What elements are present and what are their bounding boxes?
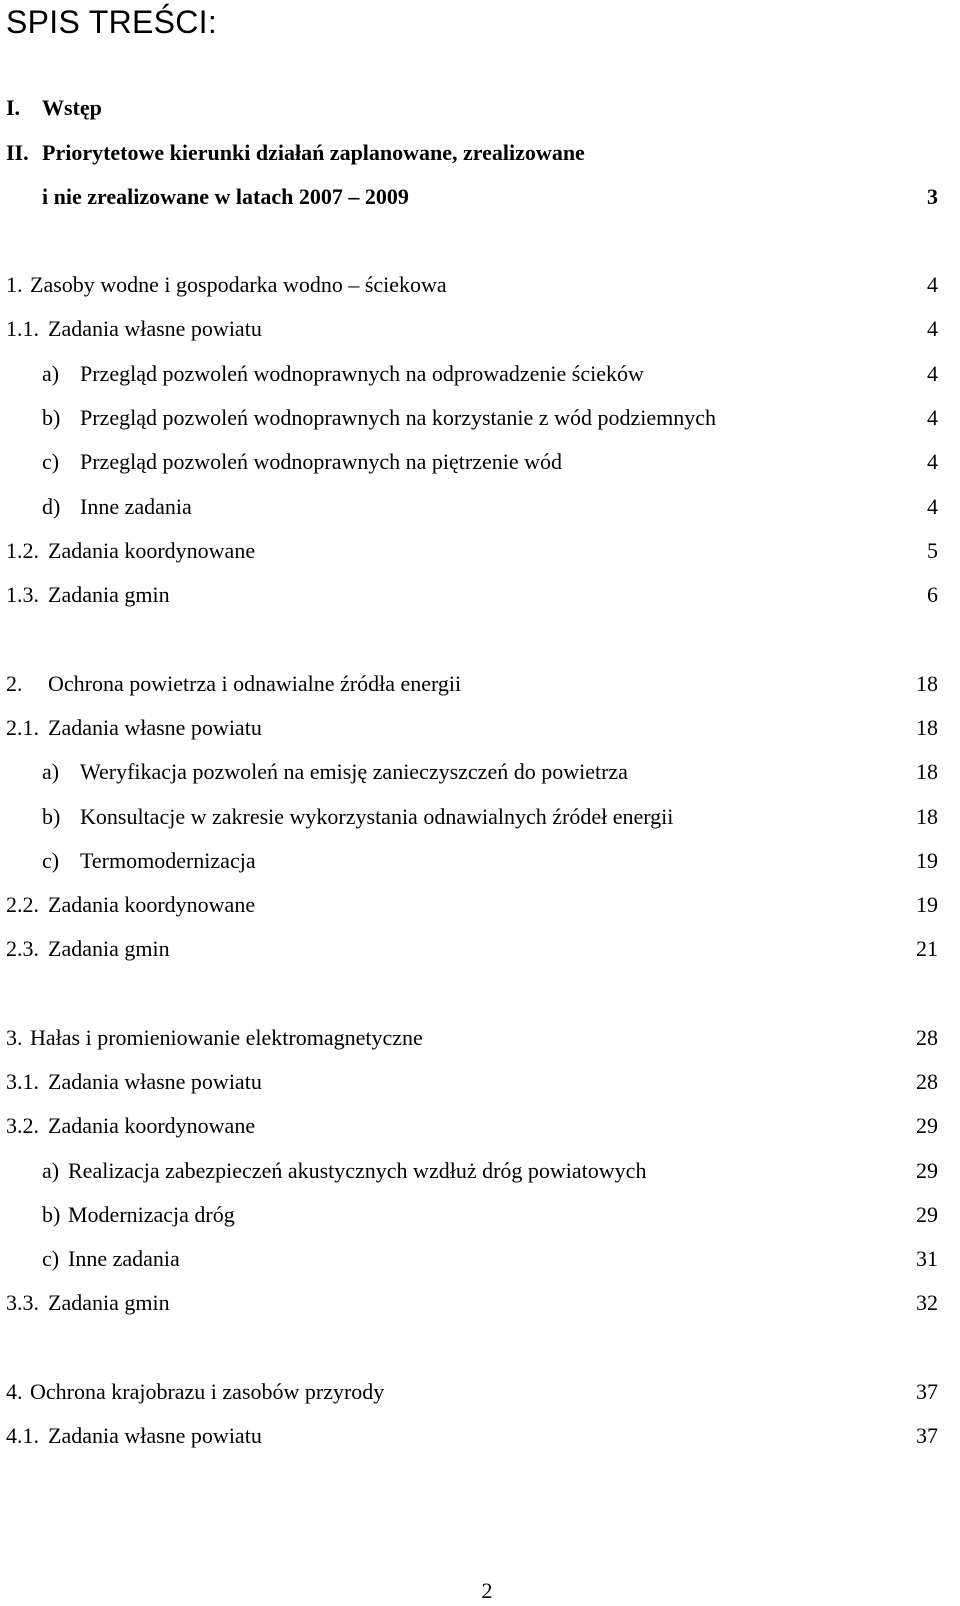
- toc-entry: [0, 713, 960, 743]
- toc-entry-number: I.: [6, 95, 21, 120]
- toc-entry-page: 32: [916, 1290, 938, 1315]
- toc-entry-number: 3.1.: [6, 1069, 39, 1094]
- toc-entry-number: a): [42, 361, 60, 386]
- toc-entry-title: Konsultacje w zakresie wykorzystania odnawialnych źródeł energii: [80, 804, 674, 829]
- toc-entry-title: Hałas i promieniowanie elektromagnetyczne: [30, 1025, 423, 1050]
- toc-entry-number: b): [42, 1202, 61, 1227]
- toc-entry-page: 4: [927, 449, 938, 474]
- toc-entry: [0, 492, 960, 522]
- toc-entry-number: 2.3.: [6, 936, 39, 961]
- toc-entry-page: 31: [916, 1246, 938, 1271]
- toc-entry: [0, 536, 960, 566]
- toc-entry-number: 4.1.: [6, 1423, 39, 1448]
- toc-entry-page: 19: [916, 848, 938, 873]
- toc-entry-number: c): [42, 449, 60, 474]
- toc-entry-number: a): [42, 1158, 60, 1183]
- toc-entry-number: c): [42, 848, 60, 873]
- toc-entry-title: Zadania własne powiatu: [48, 1423, 262, 1448]
- toc-entry-page: 28: [916, 1025, 938, 1050]
- toc-entry-title: Wstęp: [42, 95, 102, 120]
- toc-entry-number: 2.: [6, 671, 23, 696]
- toc-entry: [0, 1377, 960, 1407]
- toc-entry-number: b): [42, 804, 61, 829]
- toc-entry-number: 1.: [6, 272, 23, 297]
- toc-entry: [0, 580, 960, 610]
- toc-entry: [0, 447, 960, 477]
- toc-entry: [0, 669, 960, 699]
- toc-entry-page: 4: [927, 405, 938, 430]
- toc-entry-title: i nie zrealizowane w latach 2007 – 2009: [42, 184, 409, 209]
- toc-entry-title: Zadania własne powiatu: [48, 316, 262, 341]
- toc-entry: [0, 846, 960, 876]
- toc-entry-title: Przegląd pozwoleń wodnoprawnych na korzystanie z wód podziemnych: [80, 405, 716, 430]
- toc-entry: [0, 1023, 960, 1053]
- toc-entry-page: 4: [927, 361, 938, 386]
- toc-entry-number: b): [42, 405, 61, 430]
- toc-entry-title: Zadania własne powiatu: [48, 715, 262, 740]
- toc-entry-page: 18: [916, 804, 938, 829]
- toc-entry-title: Zadania gmin: [48, 936, 170, 961]
- toc-entry-page: 4: [927, 316, 938, 341]
- toc-entry-page: 28: [916, 1069, 938, 1094]
- toc-entry-page: 18: [916, 715, 938, 740]
- toc-entry: [0, 890, 960, 920]
- toc-entry-title: Ochrona powietrza i odnawialne źródła energii: [48, 671, 462, 696]
- toc-entry-title: Zadania koordynowane: [48, 1113, 256, 1138]
- toc-entry-title: Inne zadania: [80, 494, 192, 519]
- toc-entry: [0, 270, 960, 300]
- toc-entry-number: 4.: [6, 1379, 23, 1404]
- toc-entry-title: Termomodernizacja: [80, 848, 256, 873]
- toc-entry-number: 3.2.: [6, 1113, 39, 1138]
- toc-entry-page: 5: [927, 538, 938, 563]
- toc-entry-title: Inne zadania: [68, 1246, 180, 1271]
- toc-entry: [0, 138, 960, 168]
- toc-entry-title: Zadania gmin: [48, 1290, 170, 1315]
- toc-entry-page: 21: [916, 936, 938, 961]
- toc-entry-number: c): [42, 1246, 60, 1271]
- toc-entry-title: Ochrona krajobrazu i zasobów przyrody: [30, 1379, 385, 1404]
- toc-entry: [0, 802, 960, 832]
- toc-entry-number: a): [42, 759, 60, 784]
- toc-entry: [0, 757, 960, 787]
- toc-entry-title: Zasoby wodne i gospodarka wodno – ściekowa: [30, 272, 447, 297]
- toc-entry: [0, 93, 960, 123]
- toc-entry-number: 1.2.: [6, 538, 39, 563]
- toc-entry-page: 37: [916, 1379, 938, 1404]
- page-title: SPIS TREŚCI:: [6, 4, 218, 40]
- toc-entry-page: 4: [927, 272, 938, 297]
- toc-entry-title: Priorytetowe kierunki działań zaplanowane, zrealizowane: [42, 140, 585, 165]
- toc-entry-title: Zadania koordynowane: [48, 538, 256, 563]
- toc-entry: [0, 403, 960, 433]
- toc-entry: [0, 1111, 960, 1141]
- toc-entry-title: Przegląd pozwoleń wodnoprawnych na piętrzenie wód: [80, 449, 563, 474]
- toc-entry-number: 2.2.: [6, 892, 39, 917]
- toc-entry-number: 3.3.: [6, 1290, 39, 1315]
- toc-entry-page: 4: [927, 494, 938, 519]
- toc-entry-number: d): [42, 494, 61, 519]
- toc-entry: [0, 1067, 960, 1097]
- toc-entry-number: 2.1.: [6, 715, 39, 740]
- toc-entry-number: 1.1.: [6, 316, 39, 341]
- toc-entry-title: Zadania własne powiatu: [48, 1069, 262, 1094]
- toc-entry-page: 18: [916, 759, 938, 784]
- toc-entry: [0, 314, 960, 344]
- toc-entry: [0, 934, 960, 964]
- toc-entry-page: 3: [927, 184, 938, 209]
- toc-entry-page: 29: [916, 1113, 938, 1138]
- toc-entry-title: Zadania gmin: [48, 582, 170, 607]
- toc-entry: [0, 1421, 960, 1451]
- toc-entry: [0, 1200, 960, 1230]
- toc-entry-title: Przegląd pozwoleń wodnoprawnych na odprowadzenie ścieków: [80, 361, 644, 386]
- toc-entry: [0, 1288, 960, 1318]
- toc-entry-number: II.: [6, 140, 29, 165]
- toc-entry-title: Realizacja zabezpieczeń akustycznych wzdłuż dróg powiatowych: [68, 1158, 647, 1183]
- toc-entry: [0, 359, 960, 389]
- toc-entry-page: 29: [916, 1158, 938, 1183]
- toc-entry-title: Modernizacja dróg: [68, 1202, 235, 1227]
- toc-entry-page: 37: [916, 1423, 938, 1448]
- toc-entry: [0, 1156, 960, 1186]
- toc-entry-number: 1.3.: [6, 582, 39, 607]
- toc-entry-number: 3.: [6, 1025, 23, 1050]
- toc-entry-page: 6: [927, 582, 938, 607]
- page-number: 2: [481, 1578, 493, 1603]
- toc-entry-title: Zadania koordynowane: [48, 892, 256, 917]
- toc-entry-page: 19: [916, 892, 938, 917]
- toc-entry-title: Weryfikacja pozwoleń na emisję zanieczyszczeń do powietrza: [80, 759, 628, 784]
- toc-entry-page: 18: [916, 671, 938, 696]
- toc-entry-page: 29: [916, 1202, 938, 1227]
- toc-entry: [0, 1244, 960, 1274]
- toc-entry: [0, 182, 960, 212]
